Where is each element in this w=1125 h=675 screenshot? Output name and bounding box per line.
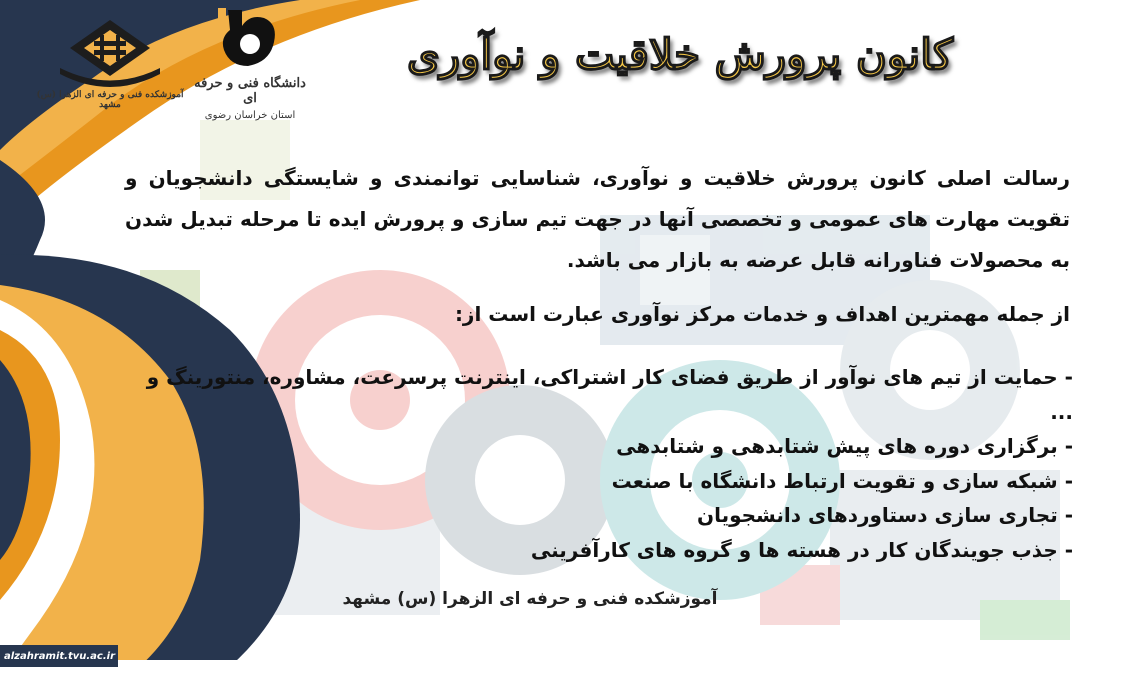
university-logo-subcaption: استان خراسان رضوی (204, 110, 296, 121)
website-link[interactable]: alzahramit.tvu.ac.ir (4, 651, 116, 662)
goal-item: - تجاری سازی دستاوردهای دانشجویان (697, 503, 1073, 527)
goal-item: - جذب جویندگان کار در هسته ها و گروه های کارآفرینی (530, 537, 1073, 562)
goal-item: - حمایت از تیم های نوآور از طریق فضای کار اشتراکی، اینترنت پرسرعت، مشاوره، منتورینگ و ... (146, 365, 1073, 424)
college-logo-caption: آموزشکده فنی و حرفه ای الزهرا (س) مشهد (36, 90, 184, 110)
goal-item: - شبکه سازی و تقویت ارتباط دانشگاه با صنعت (611, 468, 1073, 493)
goals-intro: از جمله مهمترین اهداف و خدمات مرکز نوآوری عبارت است از: (454, 302, 1070, 326)
university-emblem-icon (190, 4, 310, 74)
page-title: کانون پرورش خلاقیت و نوآوری (407, 30, 953, 79)
goal-item: - برگزاری دوره های پیش شتابدهی و شتابدهی (616, 434, 1073, 458)
college-emblem-icon (40, 8, 180, 88)
mission-paragraph: رسالت اصلی کانون پرورش خلاقیت و نوآوری، شناسایی توانمندی و شایستگی دانشجویان و تقویت مهارت های عمومی و تخصصی آنها در جهت تیم سازی و پرورش ایده تا مرحله تبدیل شدن به محصولات فناورانه قابل عرضه به بازار می باشد. (125, 166, 1070, 272)
university-logo (190, 4, 310, 134)
university-logo-caption: دانشگاه فنی و حرفه ای (194, 76, 306, 106)
footer-institution: آموزشکده فنی و حرفه ای الزهرا (س) مشهد (342, 589, 718, 609)
goals-list (140, 360, 1073, 567)
college-logo (36, 8, 184, 110)
